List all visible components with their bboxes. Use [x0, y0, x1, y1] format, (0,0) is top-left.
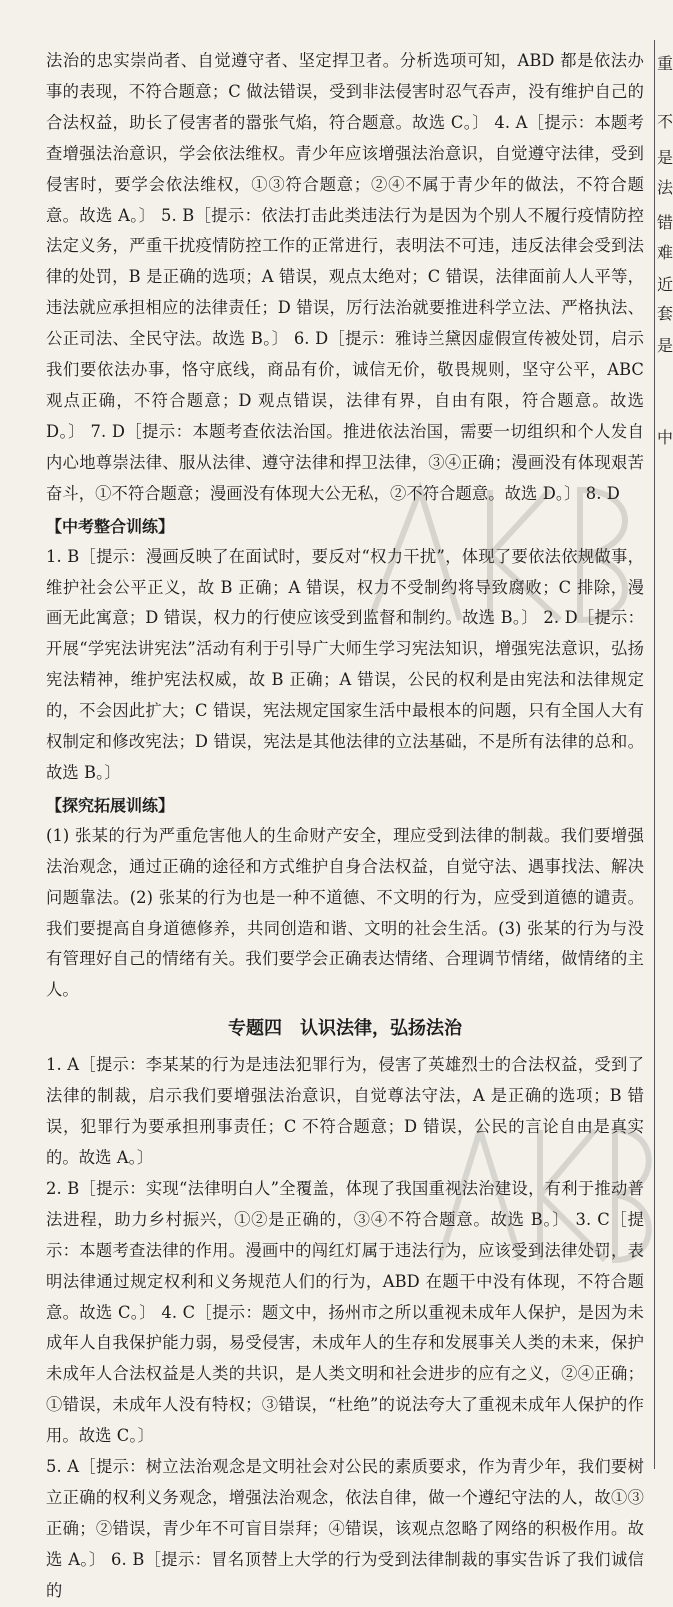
answer-paragraph-2: 1. B［提示：漫画反映了在面试时，要反对“权力干扰”，体现了要依法依规做事，维护社会公平正义，故 B 正确；A 错误，权力不受制约将导致腐败；C 排除，漫画无此寓意；D 错误，权力的行使应该受到监督和制约。故选 B。〕 2. D［提示：开展“学宪法讲宪法”活动有利于引导广大师生学习宪法知识，增强宪法意识，弘扬宪法精神，维护宪法权威，故 B 正确；A 错误，公民的权利是由宪法和法律规定的，不会因此扩大；C 错误，宪法规定国家生活中最根本的问题，只有全国人大有权制定和修改宪法；D 错误，宪法是其他法律的立法基础，不是所有法律的总和。故选 B。〕: [46, 546, 644, 782]
side-char: 套: [657, 304, 673, 323]
adjacent-page-edge: [652, 40, 673, 1469]
side-char: 是: [657, 148, 673, 167]
section-heading-exam-integration: 【中考整合训练】: [46, 516, 175, 536]
side-char: 中: [657, 428, 673, 447]
answer-paragraph-6: 5. A［提示：树立法治观念是文明社会对公民的素质要求，作为青少年，我们要树立正确的权利义务观念，增强法治观念，依法自律，做一个遵纪守法的人，故①③正确；②错误，青少年不可盲目崇拜；④错误，该观点忽略了网络的积极作用。故选 A。〕 6. B［提示：冒名顶替上大学的行为受到法律制裁的事实告诉了我们诚信的: [46, 1457, 644, 1600]
side-char: 难: [657, 243, 673, 262]
side-char: 是: [657, 336, 673, 355]
side-char: 错: [657, 213, 673, 232]
side-char: 法: [657, 178, 673, 197]
answer-key-column: [46, 46, 644, 1607]
side-char: 重: [657, 54, 673, 73]
page-divider-line: [654, 40, 655, 1469]
answer-paragraph-5: 2. B［提示：实现“法律明白人”全覆盖，体现了我国重视法治建设，有利于推动普法进程，助力乡村振兴，①②是正确的，③④不符合题意。故选 B。〕 3. C［提示：本题考查法律的作用。漫画中的闯红灯属于违法行为，应该受到法律处罚，表明法律通过规定权利和义务规范人们的行为，ABD 在题干中没有体现，不符合题意。故选 C。〕 4. C［提示：题文中，扬州市之所以重视未成年人保护，是因为未成年人自我保护能力弱，易受侵害，未成年人的生存和发展事关人类的未来，保护未成年人合法权益是人类的共识，是人类文明和社会进步的应有之义，②④正确；①错误，未成年人没有特权；③错误，“杜绝”的说法夸大了重视未成年人保护的作用。故选 C。〕: [46, 1178, 644, 1446]
answer-paragraph-3: (1) 张某的行为严重危害他人的生命财产安全，理应受到法律的制裁。我们要增强法治观念，通过正确的途径和方式维护自身合法权益，自觉守法、遇事找法、解决问题靠法。(2) 张某的行为也是一种不道德、不文明的行为，应受到道德的谴责。我们要提高自身道德修养，共同创造和谐、文明的社会生活。(3) 张某的行为与没有管理好自己的情绪有关。我们要学会正确表达情绪、合理调节情绪，做情绪的主人。: [46, 825, 644, 1000]
topic-heading: 专题四 认识法律，弘扬法治: [228, 1018, 462, 1040]
side-char: 不: [657, 112, 673, 131]
section-heading-extension-training: 【探究拓展训练】: [46, 795, 175, 815]
answer-paragraph-4: 1. A［提示：李某某的行为是违法犯罪行为，侵害了英雄烈士的合法权益，受到了法律的制裁，启示我们要增强法治意识，自觉尊法守法，A 是正确的选项；B 错误，犯罪行为要承担刑事责任；C 不符合题意；D 错误，公民的言论自由是真实的。故选 A。〕: [46, 1055, 644, 1167]
side-char: 近: [657, 275, 673, 294]
answer-paragraph-1: 法治的忠实崇尚者、自觉遵守者、坚定捍卫者。分析选项可知，ABD 都是依法办事的表现，不符合题意；C 做法错误，受到非法侵害时忍气吞声，没有维护自己的合法权益，助长了侵害者的嚣张气焰，符合题意。故选 C。〕 4. A［提示：本题考查增强法治意识，学会依法维权。青少年应该增强法治意识，自觉遵守法律，受到侵害时，要学会依法维权，①③符合题意；②④不属于青少年的做法，不符合题意。故选 A。〕 5. B［提示：依法打击此类违法行为是因为个别人不履行疫情防控法定义务，严重干扰疫情防控工作的正常进行，表明法不可违，违反法律会受到法律的处罚，B 是正确的选项；A 错误，观点太绝对；C 错误，法律面前人人平等，违法就应承担相应的法律责任；D 错误，厉行法治就要推进科学立法、严格执法、公正司法、全民守法。故选 B。〕 6. D［提示：雅诗兰黛因虚假宣传被处罚，启示我们要依法办事，恪守底线，商品有价，诚信无价，敬畏规则，坚守公平，ABC 观点正确，不符合题意；D 观点错误，法律有界，自由有限，符合题意。故选 D。〕 7. D［提示：本题考查依法治国。推进依法治国，需要一切组织和个人发自内心地尊崇法律、服从法律、遵守法律和捍卫法律，③④正确；漫画没有体现艰苦奋斗，①不符合题意；漫画没有体现大公无私，②不符合题意。故选 D。〕 8. D: [46, 51, 644, 503]
